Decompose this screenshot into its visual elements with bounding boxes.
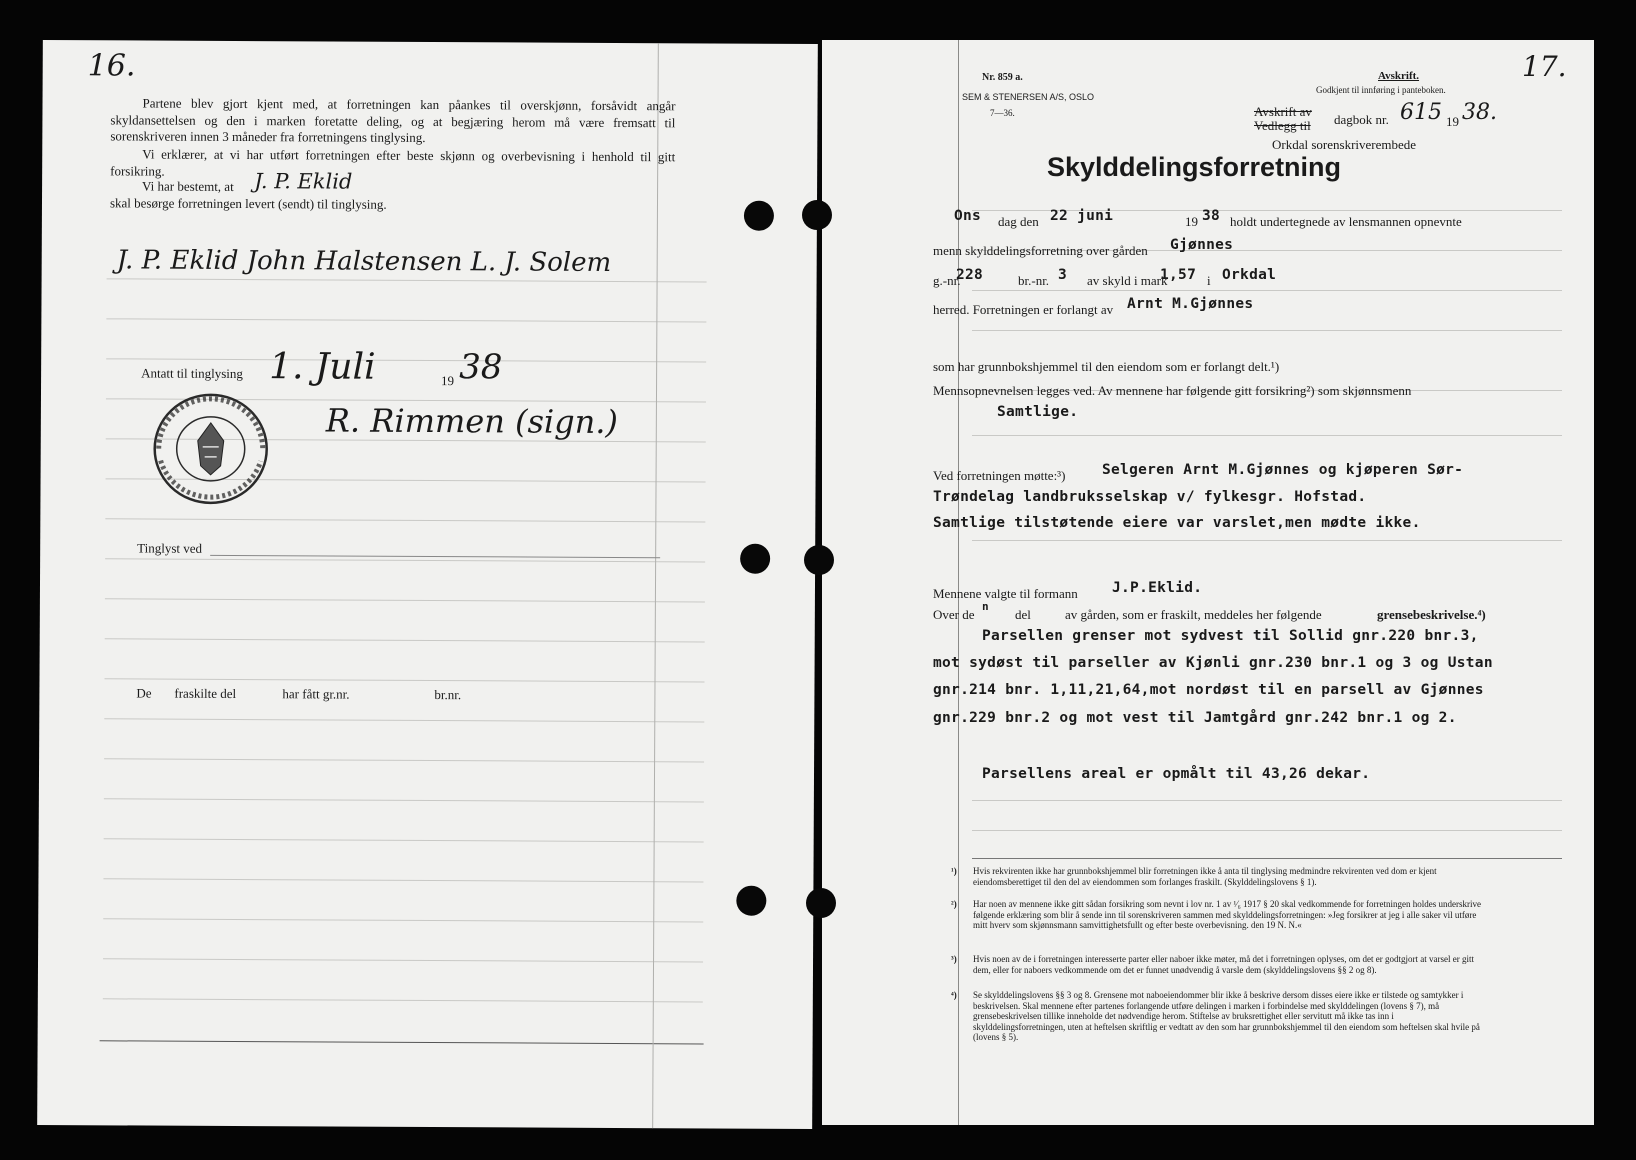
dagbok-year-prefix: 19 — [1446, 114, 1459, 129]
requester: Arnt M.Gjønnes — [1127, 296, 1254, 312]
signer-handwritten: R. Rimmen (sign.) — [325, 401, 619, 441]
binding-hole — [804, 545, 834, 575]
dag-den-label: dag den — [998, 214, 1039, 229]
footnote-3: ³) Hvis noen av de i forretningen interesserte parter eller naboer ikke møter, må det i forretningen oplyses, om det er godtgjort at varsel er gitt dem, eller for naboers vedkommende om det er funnet unødvendig å varsle dem (skylddelingslovens §§ 2 og 8). — [951, 954, 1474, 975]
weekday: Ons — [954, 208, 982, 224]
right-page — [822, 40, 1594, 1125]
fraskilt-brnr: br.nr. — [434, 687, 462, 703]
skyld-label: av skyld i mark — [1087, 273, 1168, 288]
grunnboks-text: som har grunnbokshjemmel til den eiendom som er forlangt delt.¹) — [933, 359, 1280, 374]
form-printer: SEM & STENERSEN A/S, OSLO — [962, 92, 1095, 102]
avskrift-subtitle: Godkjent til innføring i panteboken. — [1316, 85, 1446, 95]
form-date: 7—36. — [990, 108, 1015, 118]
fraskilt-de: De — [136, 685, 152, 701]
form-number: Nr. 859 a. — [982, 72, 1023, 83]
holdt-text: holdt undertegnede av lensmannen opnevnte — [1230, 214, 1462, 229]
formann-name: J.P.Eklid. — [1112, 580, 1203, 596]
avskrift-av: Avskrift av — [1254, 104, 1312, 119]
binding-hole — [736, 886, 766, 916]
date: 22 juni — [1050, 208, 1114, 224]
binding-hole — [740, 544, 770, 574]
mennsop-text: Mennsopnevnelsen legges ved. Av mennene har følgende gitt forsikring²) som skjønnsmenn — [933, 383, 1412, 398]
motte-label: Ved forretningen møtte:³) — [933, 468, 1066, 483]
motte-line-1: Selgeren Arnt M.Gjønnes og kjøperen Sør- — [1102, 462, 1464, 478]
grense-line-2: mot sydøst til parseller av Kjønli gnr.230 bnr.1 og 3 og Ustan — [933, 655, 1493, 671]
appeal-paragraph: Partene blev gjort kjent med, at forretningen kan påankes til overskjønn, forsåvidt angår skyldansettelsen og den i marken foretatte deling, og at begjæring herom må være fremsatt til sorenskriveren innen 3 måneder fra forretningens tinglysing. — [110, 95, 676, 145]
skyld-value: 1,57 — [1160, 267, 1197, 283]
antatt-year-prefix: 19 — [441, 373, 455, 389]
vedlegg-til: Vedlegg til — [1254, 118, 1311, 133]
over-del: del — [1015, 607, 1031, 622]
over-n: n — [982, 600, 989, 613]
left-page — [37, 40, 818, 1129]
dagbok-year: 38. — [1462, 100, 1497, 125]
areal-text: Parsellens areal er opmålt til 43,26 dekar. — [982, 766, 1371, 782]
fraskilt-grnr: har fått gr.nr. — [282, 686, 350, 702]
samtlige: Samtlige. — [997, 404, 1079, 420]
year-prefix: 19 — [1185, 214, 1198, 229]
signatures: J. P. Eklid John Halstensen L. J. Solem — [116, 245, 612, 278]
grense-label: grensebeskrivelse.⁴) — [1377, 607, 1486, 622]
antatt-date-handwritten: 1. Juli — [269, 346, 376, 388]
tinglyst-label: Tinglyst ved — [137, 540, 203, 556]
menn-label: menn skylddelingsforretning over gården — [933, 243, 1148, 258]
footnotes — [933, 866, 1533, 1116]
motte-line-2: Trøndelag landbruksselskap v/ fylkesgr. Hofstad. — [933, 489, 1367, 505]
footnote-1: ¹) Hvis rekvirenten ikke har grunnbokshjemmel blir forretningen ikke å anta til tinglysing medmindre rekvirenten ved dom er kjent eiendomsberettiget til den del av eiendommen som forlanges fraskilt. (Skylddelingslovens § 1). — [951, 866, 1437, 887]
binding-hole — [744, 201, 774, 231]
footnote-2: ²) Har noen av mennene ikke gitt sådan forsikring som nevnt i lov nr. 1 av ¹⁄₆ 1917 § 20 skal vedkommende for forretningen holdes underskrive følgende erklæring som blir å sende inn til sorenskriveren sammen med skylddelingsforretningen: »Jeg forsikrer at jeg i alle saker vil utføre mitt hverv som skjønnsmann samvittighetsfullt og efter beste overbevisning. den 19 N. N.« — [951, 899, 1481, 930]
gnr-value: 228 — [956, 267, 984, 283]
footnote-4: ⁴) Se skylddelingslovens §§ 3 og 8. Grensene mot naboeiendommer blir ikke å beskrive dersom disses eiere ikke er tilstede og samtykker i beskrivelsen. Skal mennene efter partenes forlangende utføre delingen i marken i forbindelse med skylddelingen (lovens § 7), må grensebeskrivelsen tillike inneholde det nødvendige herom. Stiftelse av bruksrettighet eller servitutt må ikke tas inn i skylddelingsforretningen, uten at heftelsen skriftlig er vedtatt av den som har grunnbokshjemmel til den eiendom som heftelsen skal hvile på (lovens § 5). — [951, 990, 1480, 1042]
page-number: 17. — [1522, 50, 1567, 83]
page-number: 16. — [87, 48, 136, 84]
fraskilt-del: fraskilte del — [174, 685, 237, 701]
motte-line-3: Samtlige tilstøtende eiere var varslet,men mødte ikke. — [933, 515, 1421, 531]
binding-hole — [802, 200, 832, 230]
delivery-text: skal besørge forretningen levert (sendt) til tinglysing. — [109, 195, 387, 212]
document-title: Skylddelingsforretning — [1047, 152, 1342, 182]
office-name: Orkdal sorenskriverembede — [1272, 137, 1417, 152]
i-label: i — [1207, 273, 1211, 288]
antatt-label: Antatt til tinglysing — [141, 365, 243, 382]
brnr-label: br.-nr. — [1018, 273, 1050, 288]
official-stamp — [150, 391, 271, 508]
year: 38 — [1202, 208, 1221, 224]
gnr-label: g.-nr. — [933, 273, 961, 288]
herred-name: Orkdal — [1222, 267, 1277, 283]
formann-label: Mennene valgte til formann — [933, 586, 1078, 601]
grense-line-1: Parsellen grenser mot sydvest til Sollid gnr.220 bnr.3, — [982, 628, 1479, 644]
avskrift-title: Avskrift. — [1378, 70, 1420, 82]
dagbok-number: 615 — [1400, 100, 1442, 125]
over-de: Over de — [933, 607, 975, 622]
antatt-year-handwritten: 38 — [459, 347, 503, 388]
responsible-label: Vi har bestemt, at — [142, 178, 234, 194]
herred-label: herred. Forretningen er forlangt av — [933, 302, 1114, 317]
farm-name: Gjønnes — [1170, 237, 1234, 253]
grense-line-4: gnr.229 bnr.2 og mot vest til Jamtgård gnr.242 bnr.1 og 2. — [933, 710, 1457, 726]
binding-hole — [806, 888, 836, 918]
brnr-value: 3 — [1058, 267, 1068, 283]
over-rest: av gården, som er fraskilt, meddeles her følgende — [1065, 607, 1322, 622]
responsible-handwritten: J. P. Eklid — [254, 169, 353, 194]
dagbok-label: dagbok nr. — [1334, 112, 1389, 127]
grense-line-3: gnr.214 bnr. 1,11,21,64,mot nordøst til en parsell av Gjønnes — [933, 682, 1484, 698]
declaration-paragraph: Vi erklærer, at vi har utført forretningen efter beste skjønn og overbevisning i henhold til gitt forsikring. — [110, 146, 676, 179]
